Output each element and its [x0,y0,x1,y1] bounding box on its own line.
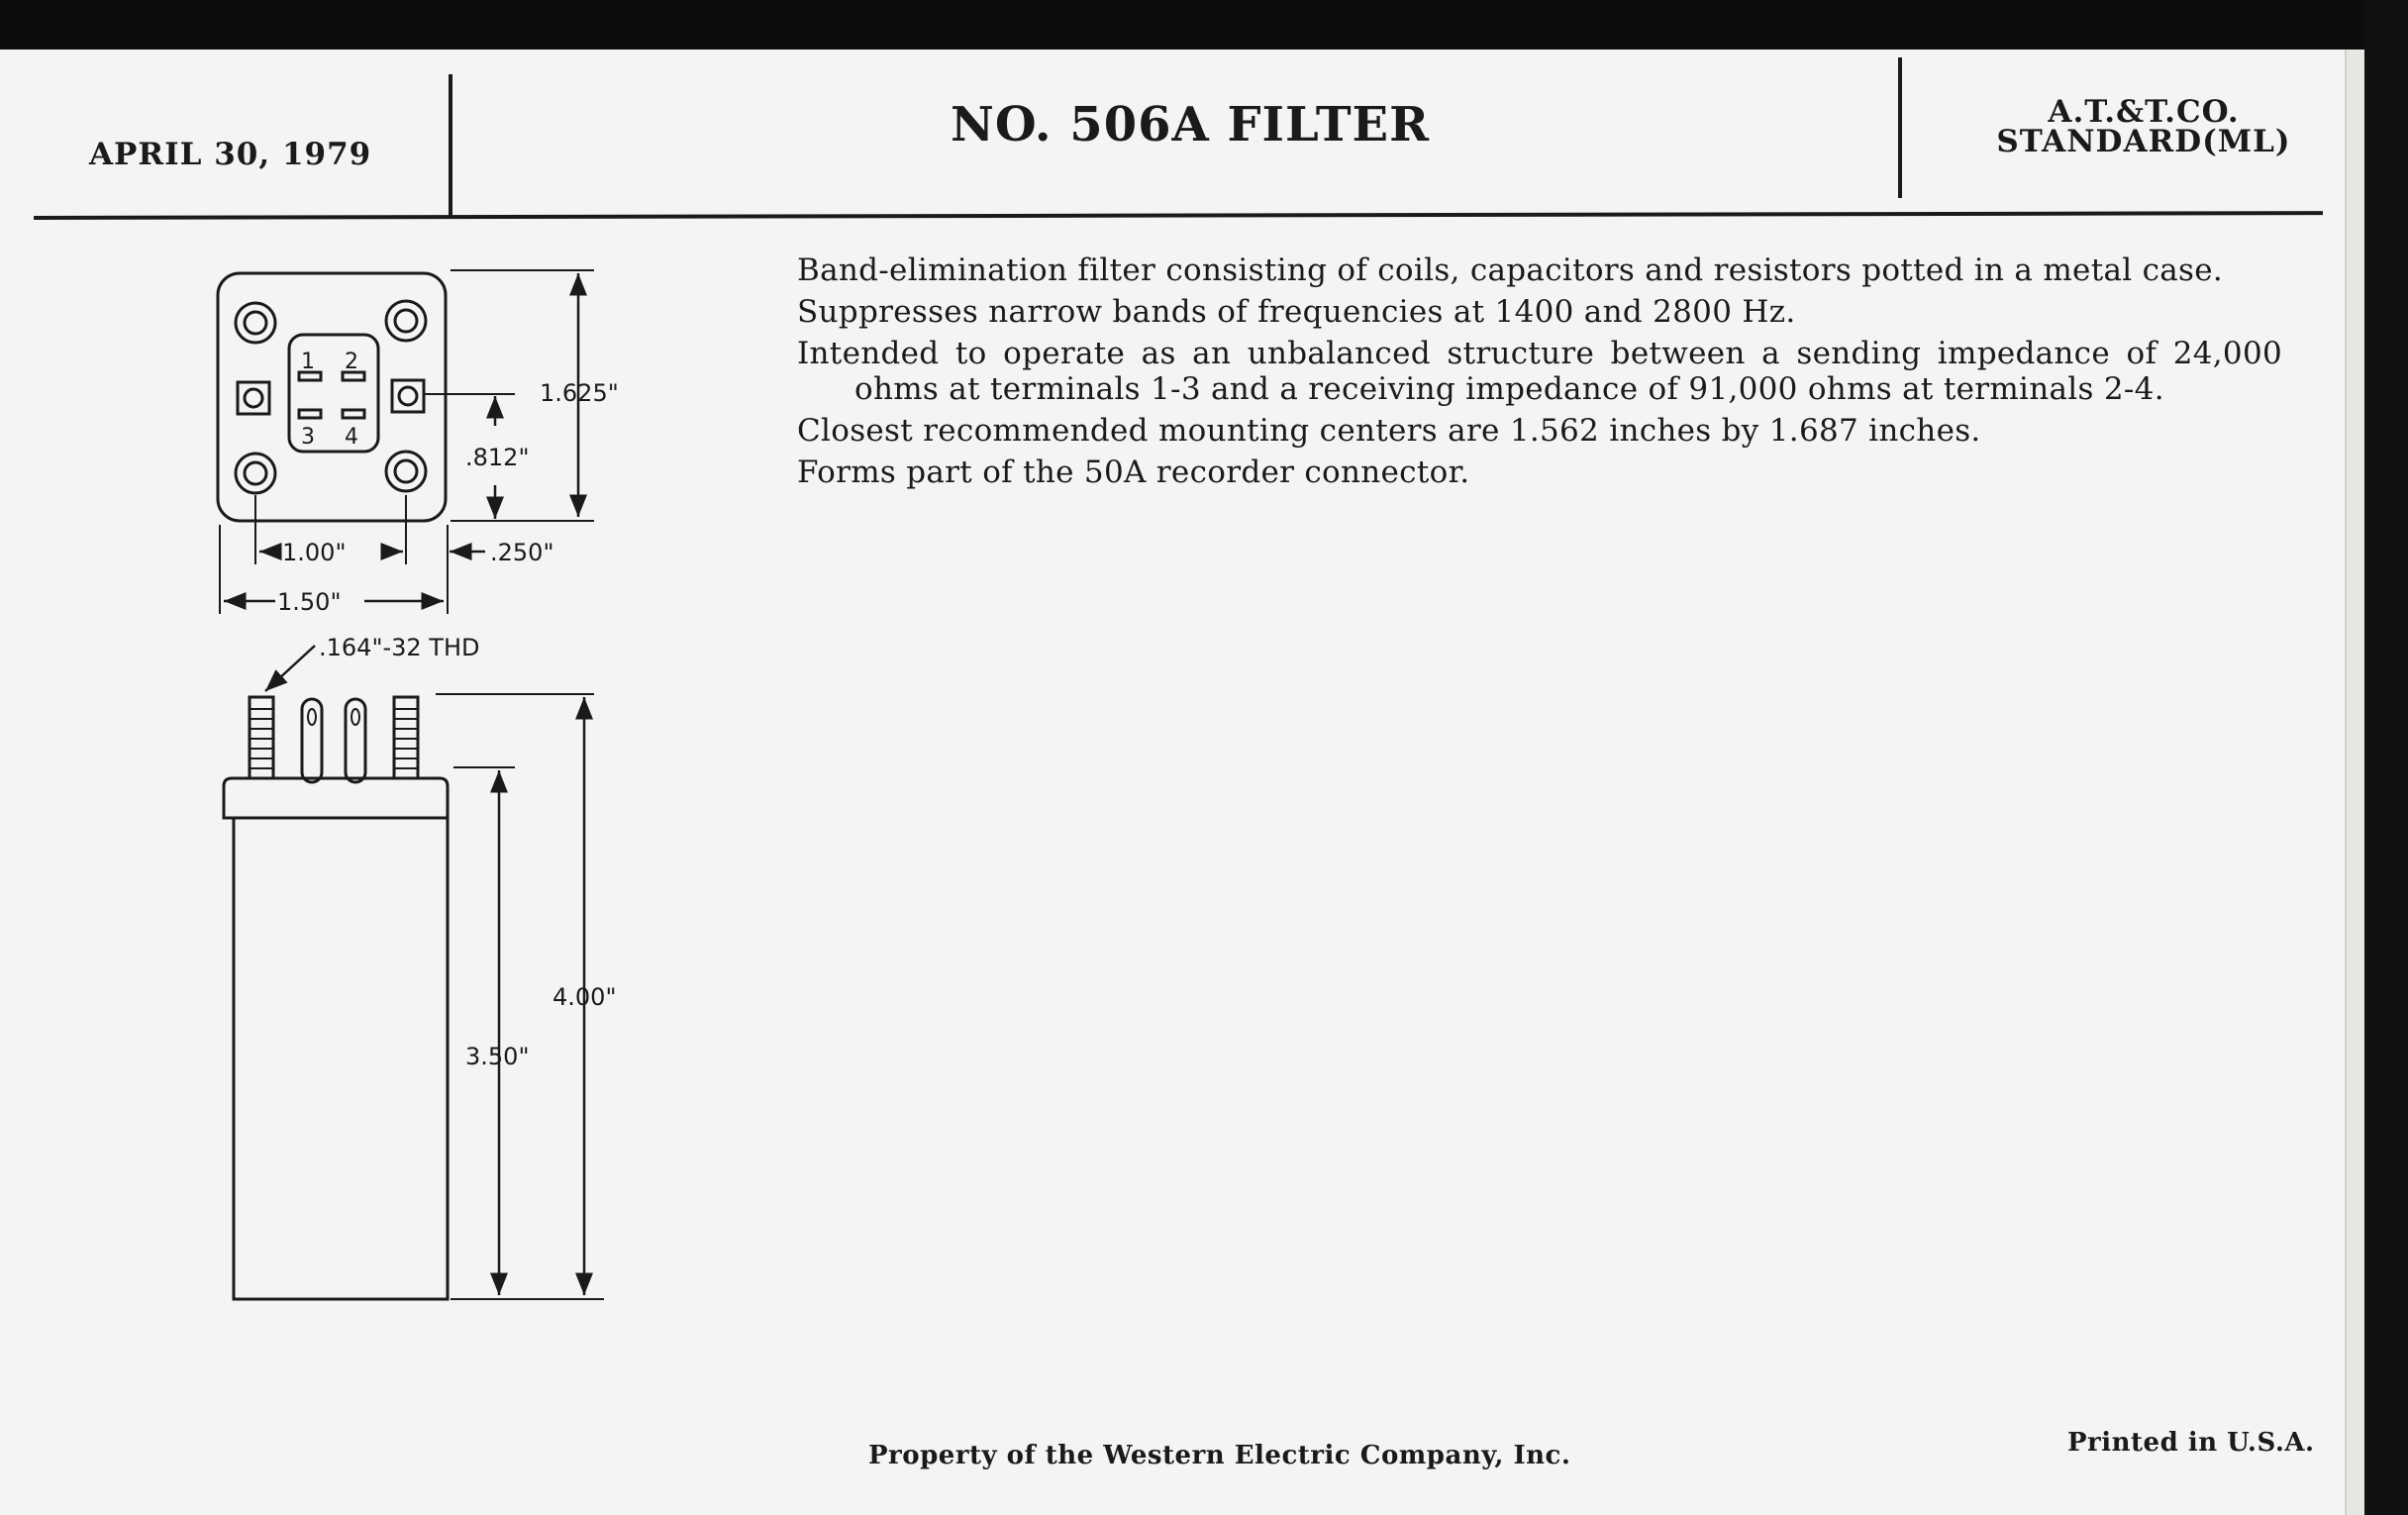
terminal-label-1: 1 [301,350,315,374]
footer-printed: Printed in U.S.A. [2067,1428,2315,1458]
thread-leader [265,646,315,691]
side-terminal-right [392,380,424,412]
footer-property: Property of the Western Electric Company, Inc. [868,1441,1571,1470]
dim-label-overall-height: 4.00" [552,983,617,1011]
dim-label-height: 1.625" [540,379,619,407]
mount-hole-bottom-left [236,454,275,493]
header-date: APRIL 30, 1979 [89,137,372,172]
terminal-label-2: 2 [345,350,358,374]
dim-label-thread: .164"-32 THD [319,634,480,661]
standard-line-2: STANDARD(ML) [1996,124,2291,159]
dim-label-edge: .250" [490,539,554,566]
pin-slot-3 [299,410,321,418]
description-line-1: Band-elimination filter consisting of coils, capacitors and resistors potted in a metal case. [797,252,2224,288]
description-line-3: Intended to operate as an unbalanced structure between a sending impedance of 24,000 ohms at terminals 1-3 and a receiving impedance of 91,000 ohms at terminals 2-4. [797,336,2282,407]
description-line-5: Forms part of the 50A recorder connector. [797,454,1470,490]
mount-hole-bottom-right [386,452,426,491]
dim-label-inner-width: 1.00" [282,539,347,566]
pin-right [346,699,365,782]
description-line-2: Suppresses narrow bands of frequencies at 1400 and 2800 Hz. [797,294,1796,330]
terminal-label-4: 4 [345,425,358,450]
dim-label-body-height: 3.50" [465,1043,530,1070]
mounting-flange [224,778,448,818]
page-title: NO. 506A FILTER [951,97,1431,152]
terminal-label-3: 3 [301,425,315,450]
side-terminal-left [238,382,269,414]
mount-hole-top-left [236,303,275,343]
mount-hole-top-right [386,301,426,341]
standard-line-1: A.T.&T.CO. [2048,94,2240,130]
dim-label-overall-width: 1.50" [277,588,342,616]
dim-label-half-height: .812" [465,444,530,471]
pin-left [302,699,322,782]
filter-body [234,818,448,1299]
pin-slot-4 [343,410,364,418]
description-line-4: Closest recommended mounting centers are 1.562 inches by 1.687 inches. [797,413,1981,449]
